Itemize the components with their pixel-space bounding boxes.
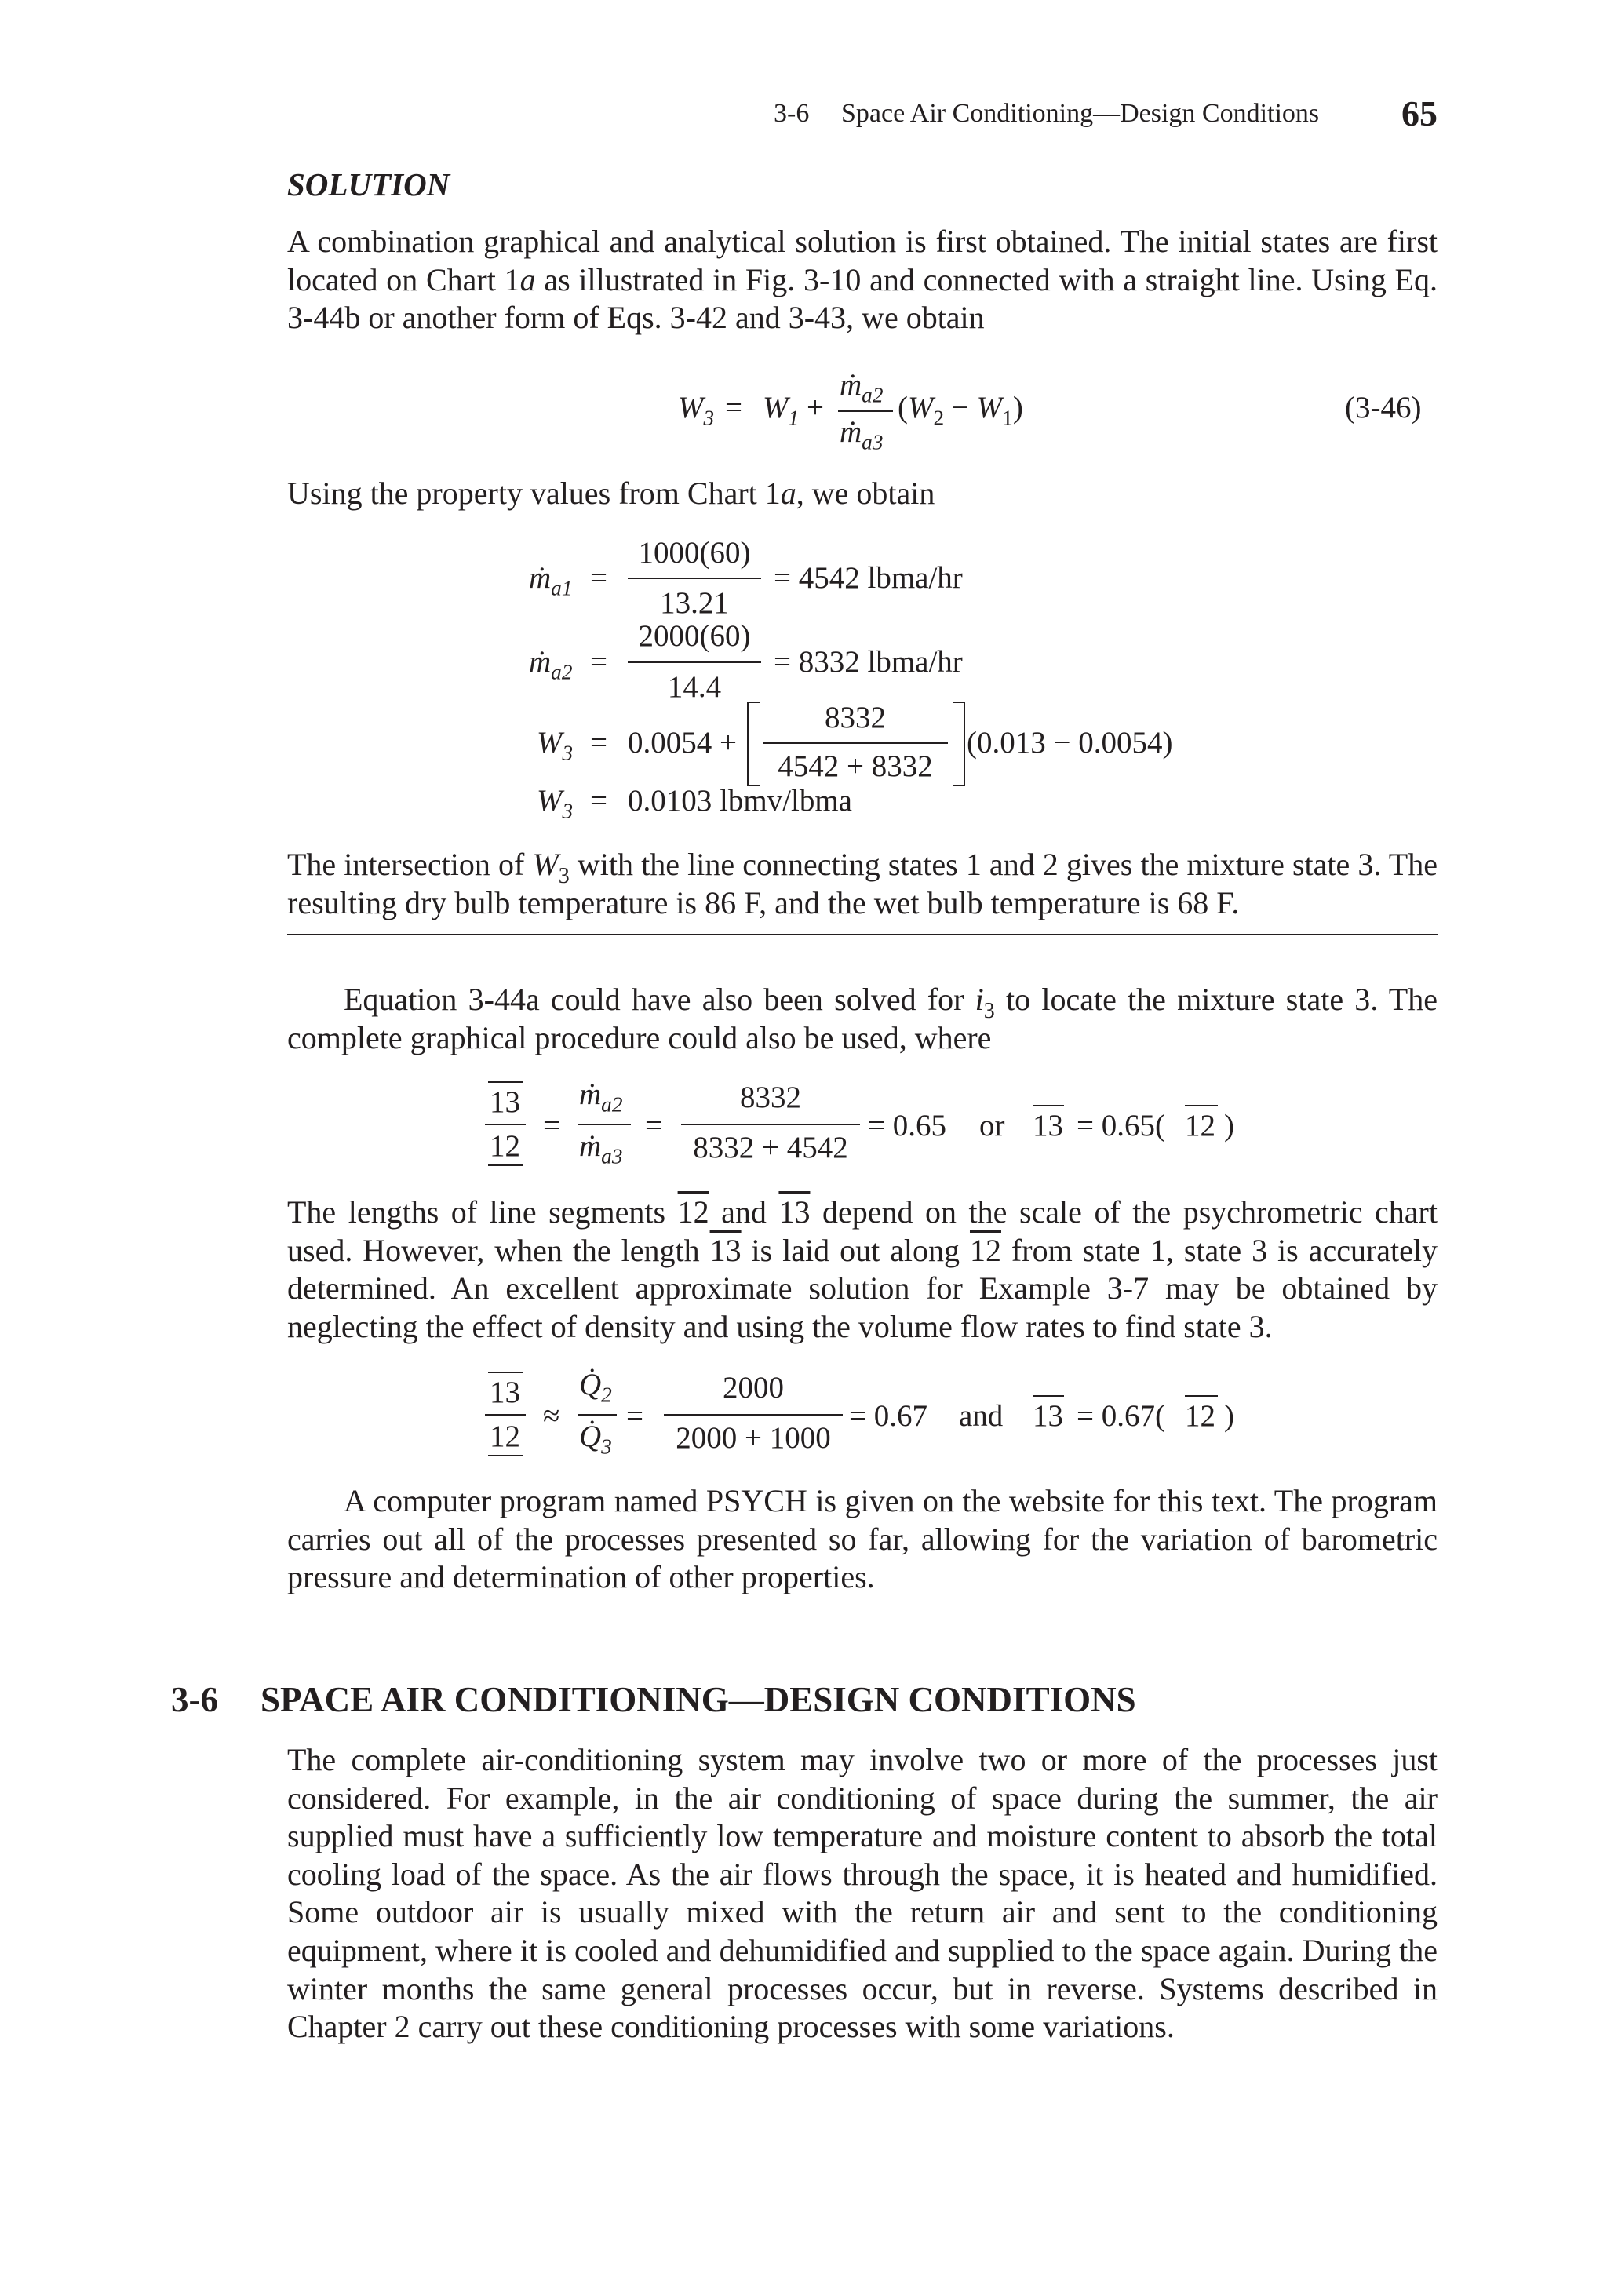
page-number: 65 — [1401, 93, 1438, 133]
calc-ma2-denominator: 14.4 — [667, 670, 722, 704]
solution-paragraph-2: Using the property values from Chart 1a, we obtain — [287, 476, 935, 511]
ratio2-bar — [485, 1414, 526, 1416]
ratio1-equals-2: = — [645, 1109, 662, 1143]
example-end-rule — [287, 934, 1438, 935]
calc-w3-value-symbol: W — [537, 784, 563, 818]
eq-mass-flow-num: ṁ — [840, 368, 862, 402]
ratio2-segment-13: 13 — [1033, 1399, 1063, 1433]
calc-ma1-fraction-bar — [628, 578, 761, 579]
calc-ma2-equals: = — [590, 645, 607, 679]
ratio2-flow-bar — [578, 1414, 617, 1416]
ratio1-mass-den: ṁ — [579, 1129, 602, 1163]
ratio1-frac-numerator: 8332 — [740, 1081, 801, 1114]
ratio2-frac-denominator: 2000 + 1000 — [676, 1421, 831, 1455]
ratio2-rhs-segment-12: 12 — [1185, 1399, 1215, 1433]
ratio1-frac-denominator: 8332 + 4542 — [693, 1131, 848, 1164]
eq-equals: = — [725, 391, 742, 425]
eq-w1b: W — [976, 391, 1003, 425]
eq-w1: W — [763, 391, 789, 425]
eq-fraction-bar — [838, 410, 893, 412]
ratio2-approx: ≈ — [543, 1399, 560, 1433]
calc-ma1-symbol: ṁ — [529, 561, 552, 595]
equation-number-3-46: (3-46) — [1345, 391, 1422, 425]
ratio1-mass-bar — [578, 1124, 631, 1125]
ratio2-rhs: = 0.67( — [1077, 1399, 1165, 1433]
ratio-equation-1: 13 12 = ṁ$_{a2}$ ṁ$_{a3}$ = 8332 8332 + 4542 = 0.65 or 13 = 0.65( 12 ) — [471, 1075, 1334, 1182]
ratio1-result: = 0.65 — [868, 1109, 946, 1143]
ratio2-result: = 0.67 — [849, 1399, 927, 1433]
calc-w3-prefix: 0.0054 + — [628, 726, 737, 760]
body-paragraph-6: A computer program named PSYCH is given on the website for this text. The program carries out all of the processes presented so far, allowing for the variation of barometric pressure and determination of other properties. — [287, 1483, 1438, 1595]
eq-w3: W — [678, 391, 704, 425]
ratio2-frac-numerator: 2000 — [723, 1371, 784, 1405]
calc-ma2-numerator: 2000(60) — [638, 619, 751, 653]
eq-plus: + — [807, 391, 824, 425]
calc-w3-value-equals: = — [590, 784, 607, 818]
ratio1-rhs-close: ) — [1224, 1109, 1234, 1143]
calc-ma1-equals: = — [590, 561, 607, 595]
ratio1-mass-num: ṁ — [579, 1077, 602, 1111]
ratio1-or: or — [979, 1109, 1005, 1143]
ratio1-bar — [485, 1124, 526, 1125]
calc-ma1-denominator: 13.21 — [660, 586, 729, 620]
calculation-block: ṁ$_{a1}$ = 1000(60) 13.21 = 4542 lbma/hr ṁ$_{a2}$ = 2000(60) 14.4 = 8332 lbma/hr $W_3$ = 0.0054 + 8332 4542 + 8332 (0.013 − 0.0054) $W_3$ = 0.0103 lbmv/lbma — [529, 536, 1173, 823]
ratio1-equals: = — [543, 1109, 560, 1143]
calc-ma2-symbol: ṁ — [529, 645, 552, 679]
calc-ma1-numerator: 1000(60) — [638, 536, 751, 570]
eq-paren-close: ) — [1012, 391, 1023, 425]
calc-w3-value: 0.0103 lbmv/lbma — [628, 784, 852, 818]
right-bracket — [953, 702, 965, 786]
ratio2-frac-bar — [664, 1414, 843, 1416]
calc-w3-numerator: 8332 — [825, 701, 886, 734]
ratio2-flow-num: Q̇ — [579, 1368, 602, 1401]
section-heading — [171, 1679, 1442, 1726]
solution-paragraph-1: A combination graphical and analytical solution is first obtained. The initial states are first located on Chart 1a as illustrated in Fig. 3-10 and connected with a straight line. Using Eq. 3-44b or another form of Eqs. 3-42 and 3-43, we obtain — [287, 224, 1438, 336]
ratio1-numerator: 13 — [490, 1085, 520, 1119]
body-paragraph-7: The complete air-conditioning system may involve two or more of the processes just considered. For example, in the air conditioning of space during the summer, the air supplied must have a sufficiently low temperature and moisture content to absorb the total cooling load of the space. As the air flows through the space, it is heated and humidified. Some outdoor air is usually mixed with the return air and sent to the conditioning equipment, where it is cooled and dehumidified and supplied to the space again. During the winter months the same general processes occur, but in reverse. Systems described in Chapter 2 carry out these conditioning processes with some variations. — [287, 1742, 1438, 2045]
ratio2-flow-den: Q̇ — [579, 1420, 602, 1453]
ratio2-denominator: 12 — [490, 1420, 520, 1453]
header-title: Space Air Conditioning—Design Conditions — [841, 99, 1320, 128]
calc-ma1-result: = 4542 lbma/hr — [774, 561, 963, 595]
section-number: 3-6 — [171, 1680, 218, 1719]
calc-w3-fraction-bar — [763, 742, 948, 744]
ratio2-equals: = — [626, 1399, 643, 1433]
header-section-number: 3-6 — [774, 99, 810, 128]
eq-minus: − — [951, 391, 969, 425]
calc-ma2-fraction-bar — [628, 661, 761, 663]
calc-w3-symbol: W — [537, 726, 563, 760]
eq-w2: W — [908, 391, 934, 425]
ratio1-frac-bar — [681, 1124, 860, 1125]
ratio1-segment-13: 13 — [1033, 1109, 1063, 1143]
ratio2-rhs-close: ) — [1224, 1399, 1234, 1433]
calc-w3-equals: = — [590, 726, 607, 760]
eq-mass-flow-den: ṁ — [840, 415, 862, 449]
calc-w3-suffix: (0.013 − 0.0054) — [967, 726, 1173, 760]
solution-paragraph-3: The intersection of $W_3$ with the line connecting states 1 and 2 gives the mixture state 3. The resulting dry bulb temperature is 86 F, and the wet bulb temperature is 68 F. — [287, 847, 1438, 920]
left-bracket — [747, 702, 760, 786]
calc-w3-denominator: 4542 + 8332 — [778, 749, 933, 783]
running-header — [774, 93, 1438, 137]
eq-paren-open: ( — [898, 391, 908, 425]
ratio2-numerator: 13 — [490, 1376, 520, 1409]
ratio2-and: and — [959, 1399, 1004, 1433]
solution-label: SOLUTION — [287, 166, 450, 202]
ratio1-rhs-segment-12: 12 — [1185, 1109, 1215, 1143]
ratio1-rhs: = 0.65( — [1077, 1109, 1165, 1143]
ratio-equation-2: 13 12 ≈ $Q̇_2$ $Q̇_3$ = 2000 2000 + 1000 = 0.67 and 13 = 0.67( 12 ) — [471, 1365, 1334, 1472]
section-title: SPACE AIR CONDITIONING—DESIGN CONDITIONS — [261, 1680, 1136, 1719]
body-paragraph-5: The lengths of line segments 12 and 13 depend on the scale of the psychrometric chart used. However, when the length 13 is laid out along 12 from state 1, state 3 is accurately determined. An excellent approximate solution for Example 3-7 may be obtained by neglecting the effect of density and using the volume flow rates to find state 3. — [287, 1194, 1438, 1344]
body-paragraph-4: Equation 3-44a could have also been solved for $i_3$ to locate the mixture state 3. The complete graphical procedure could also be used, where — [287, 982, 1438, 1055]
calc-ma2-result: = 8332 lbma/hr — [774, 645, 963, 679]
ratio1-denominator: 12 — [490, 1129, 520, 1163]
equation-3-46: $W_3$ = $W_1$ + ṁ$_{a2}$ ṁ$_{a3}$ $(W_2 - W_1)$ — [678, 368, 1023, 454]
